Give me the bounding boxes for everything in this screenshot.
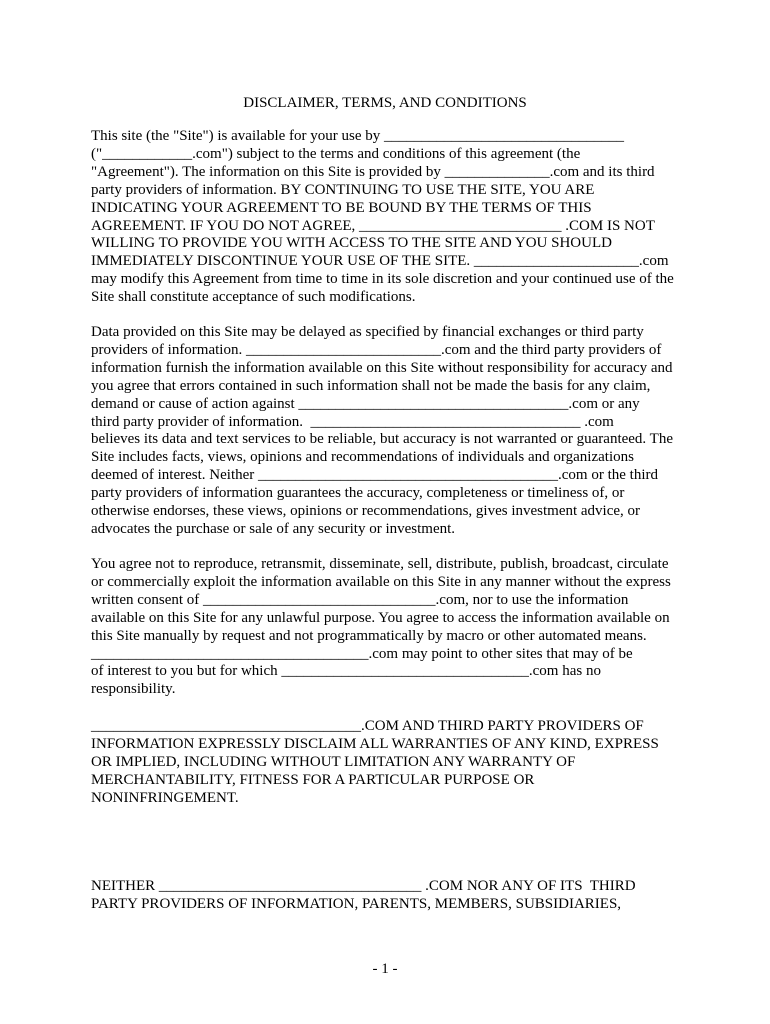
text-line: party providers of information guarantees the accuracy, completeness or timeliness of, or [91, 485, 625, 502]
text-line: ____________________________________.COM AND THIRD PARTY PROVIDERS OF [91, 718, 644, 734]
text-line: advocates the purchase or sale of any security or investment. [91, 520, 456, 537]
text-line: AGREEMENT. IF YOU DO NOT AGREE, ___________________________ .COM IS NOT [91, 217, 655, 234]
paragraph-site-terms [91, 128, 691, 307]
text-line: This site (the "Site") is available for your use by ________________________________ [91, 128, 625, 144]
text-line: information furnish the information available on this Site without responsibility for accuracy and [91, 359, 673, 376]
text-line: NEITHER ___________________________________ .COM NOR ANY OF ITS THIRD [91, 878, 636, 894]
document-title: DISCLAIMER, TERMS, AND CONDITIONS [243, 95, 527, 111]
text-line: believes its data and text services to be reliable, but accuracy is not warranted or guaranteed. The [91, 431, 673, 448]
paragraph-data-disclaimer [91, 324, 691, 539]
text-line: otherwise endorses, these views, opinions or recommendations, gives investment advice, or [91, 503, 641, 520]
text-line: PARTY PROVIDERS OF INFORMATION, PARENTS, MEMBERS, SUBSIDIARIES, [91, 895, 622, 912]
text-line: demand or cause of action against ____________________________________.com or any [91, 395, 640, 412]
text-line: responsibility. [91, 681, 176, 698]
paragraph-liability-limitation [91, 878, 691, 914]
text-line: WILLING TO PROVIDE YOU WITH ACCESS TO THE SITE AND YOU SHOULD [91, 235, 612, 252]
text-line: may modify this Agreement from time to time in its sole discretion and your continued use of the [91, 271, 674, 288]
text-line: MERCHANTABILITY, FITNESS FOR A PARTICULAR PURPOSE OR [91, 771, 535, 788]
text-line: providers of information. __________________________.com and the third party providers of [91, 341, 662, 358]
text-line: or commercially exploit the information available on this Site in any manner without the express [91, 573, 671, 590]
text-line: third party provider of information. ____________________________________ .com [91, 413, 614, 430]
text-line: _____________________________________.com may point to other sites that may of be [91, 645, 633, 662]
text-line: available on this Site for any unlawful purpose. You agree to access the information available on [91, 609, 670, 626]
text-line: INFORMATION EXPRESSLY DISCLAIM ALL WARRANTIES OF ANY KIND, EXPRESS [91, 735, 659, 752]
text-line: you agree that errors contained in such information shall not be made the basis for any claim, [91, 377, 651, 394]
text-line: deemed of interest. Neither ________________________________________.com or the third [91, 467, 658, 484]
text-line: this Site manually by request and not programmatically by macro or other automated means. [91, 627, 647, 644]
text-line: INDICATING YOUR AGREEMENT TO BE BOUND BY THE TERMS OF THIS [91, 199, 592, 216]
text-line: IMMEDIATELY DISCONTINUE YOUR USE OF THE SITE. ______________________.com [91, 253, 669, 270]
text-line: Data provided on this Site may be delayed as specified by financial exchanges or third party [91, 324, 644, 340]
text-line: NONINFRINGEMENT. [91, 789, 239, 806]
text-line: Site shall constitute acceptance of such modifications. [91, 289, 416, 306]
paragraph-warranty-disclaimer [91, 718, 691, 808]
page-number: - 1 - [372, 961, 398, 977]
text-line: ("____________.com") subject to the terms and conditions of this agreement (the [91, 145, 581, 162]
text-line: OR IMPLIED, INCLUDING WITHOUT LIMITATION ANY WARRANTY OF [91, 753, 576, 770]
text-line: "Agreement"). The information on this Site is provided by ______________.com and its third [91, 163, 655, 180]
text-line: Site includes facts, views, opinions and recommendations of individuals and organizations [91, 449, 634, 466]
paragraph-usage-restrictions [91, 556, 691, 699]
text-line: of interest to you but for which _________________________________.com has no [91, 663, 601, 680]
text-line: written consent of _______________________________.com, nor to use the information [91, 591, 629, 608]
text-line: party providers of information. BY CONTINUING TO USE THE SITE, YOU ARE [91, 181, 595, 198]
text-line: You agree not to reproduce, retransmit, disseminate, sell, distribute, publish, broadcast, circulate [91, 556, 669, 572]
